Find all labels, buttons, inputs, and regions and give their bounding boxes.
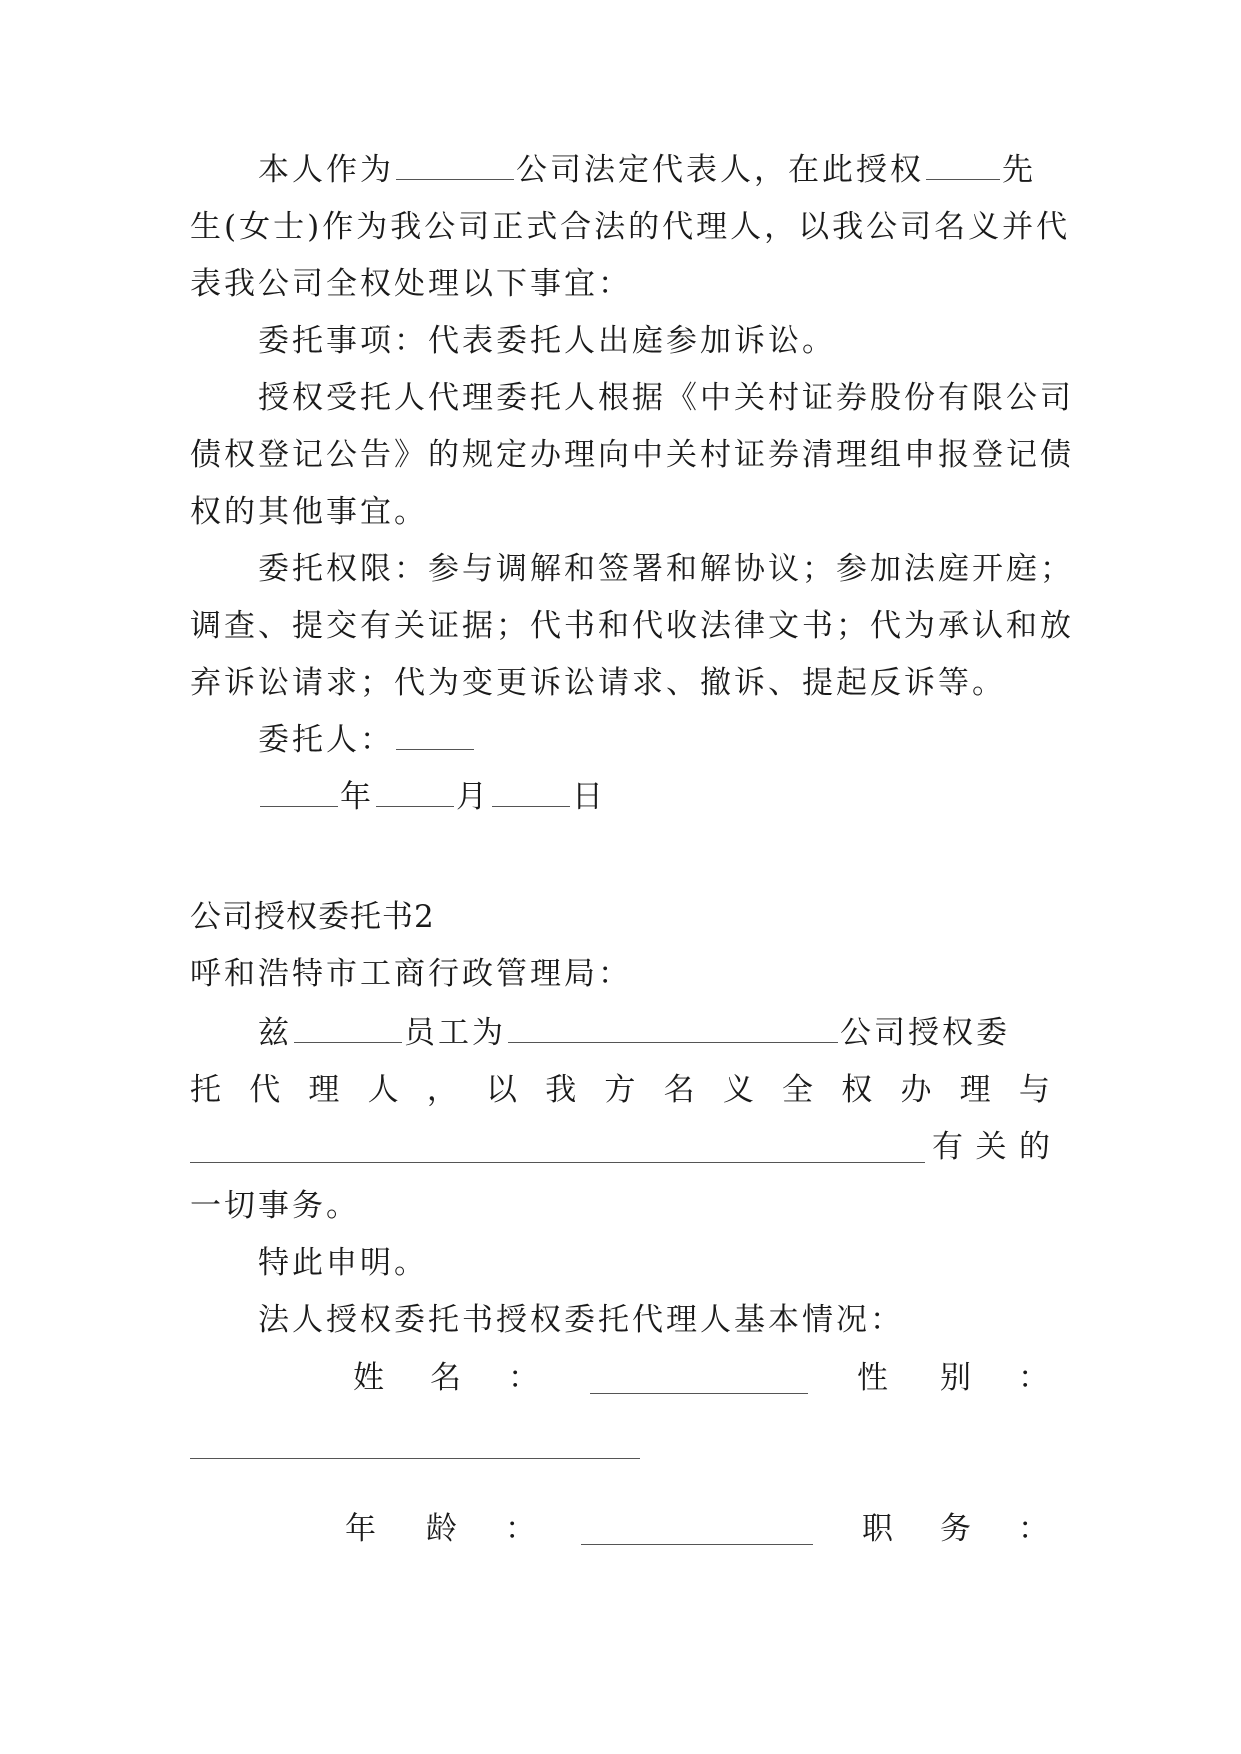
spread-char: 的 <box>1019 1129 1050 1165</box>
spread-char: 全 <box>782 1072 814 1108</box>
addressee: 呼和浩特市工商行政管理局： <box>190 956 632 992</box>
paragraph-appointment-line-4: 一切事务。 <box>190 1188 360 1224</box>
age-position-row <box>190 1507 1050 1551</box>
name-label-char: 姓 <box>353 1360 384 1396</box>
spread-char: 义 <box>722 1072 754 1108</box>
blank-employee <box>294 1012 402 1043</box>
name-label-char: 名 <box>430 1360 461 1396</box>
text-segment: 本人作为 <box>258 152 394 188</box>
blank-company <box>396 149 514 180</box>
age-label-char: 龄 <box>426 1511 457 1547</box>
paragraph-authorization-line-2: 债权登记公告》的规定办理向中关村证券清理组申报登记债 <box>190 437 1074 473</box>
paragraph-entrusted-matter: 委托事项：代表委托人出庭参加诉讼。 <box>258 323 836 359</box>
blank-gender <box>190 1458 640 1459</box>
gender-label-char: 性 <box>857 1360 888 1396</box>
paragraph-intro-line-2: 生(女士)作为我公司正式合法的代理人，以我公司名义并代 <box>190 209 1071 245</box>
paragraph-intro-line-1 <box>258 148 1050 192</box>
blank-age <box>581 1544 813 1545</box>
blank-month <box>376 776 454 807</box>
spread-char: 以 <box>486 1072 518 1108</box>
text-segment: 员工为 <box>404 1015 506 1051</box>
text-segment: 公司法定代表人，在此授权 <box>516 152 924 188</box>
paragraph-authorization-line-1: 授权受托人代理委托人根据《中关村证券股份有限公司 <box>258 380 1074 416</box>
spread-char: 办 <box>900 1072 932 1108</box>
text-segment: 公司授权委 <box>840 1015 1010 1051</box>
position-label-char: ： <box>1018 1511 1049 1547</box>
spread-char: 关 <box>975 1129 1007 1165</box>
spread-char: 我 <box>545 1072 577 1108</box>
blank-year <box>260 776 338 807</box>
date-month-label: 月 <box>456 779 490 815</box>
paragraph-authorization-line-3: 权的其他事宜。 <box>190 494 428 530</box>
age-label-char: 年 <box>345 1511 376 1547</box>
blank-day <box>492 776 570 807</box>
paragraph-agent-info-heading: 法人授权委托书授权委托代理人基本情况： <box>258 1302 904 1338</box>
spread-char: 名 <box>663 1072 695 1108</box>
date-year-label: 年 <box>340 779 374 815</box>
paragraph-scope-line-3: 弃诉讼请求；代为变更诉讼请求、撤诉、提起反诉等。 <box>190 665 1006 701</box>
section-2-title: 公司授权委托书2 <box>190 899 435 935</box>
spread-char: 代 <box>249 1072 281 1108</box>
spread-char: 方 <box>604 1072 636 1108</box>
blank-matter <box>190 1162 925 1163</box>
spread-char: 理 <box>308 1072 340 1108</box>
date-day-label: 日 <box>572 779 606 815</box>
gender-label-char: 别 <box>940 1360 971 1396</box>
spread-char: 托 <box>190 1072 221 1108</box>
spread-char: 与 <box>1018 1072 1050 1108</box>
blank-name <box>590 1393 808 1394</box>
spread-char: 有 <box>932 1129 963 1165</box>
spread-char: ， <box>426 1072 458 1108</box>
paragraph-scope-line-1: 委托权限：参与调解和签署和解协议；参加法庭开庭； <box>258 551 1074 587</box>
blank-agent-name <box>926 149 1000 180</box>
text-segment: 先 <box>1002 152 1036 188</box>
position-label-char: 职 <box>862 1511 893 1547</box>
blank-principal <box>396 719 474 750</box>
paragraph-declaration: 特此申明。 <box>258 1245 428 1281</box>
paragraph-appointment-line-1 <box>258 1011 1050 1055</box>
age-label-char: ： <box>505 1511 536 1547</box>
related-chars <box>932 1125 1050 1169</box>
principal-label: 委托人： <box>258 722 394 758</box>
principal-line <box>258 718 1050 762</box>
blank-company-name <box>508 1012 838 1043</box>
position-label-char: 务 <box>940 1511 971 1547</box>
paragraph-appointment-line-2 <box>190 1068 1050 1112</box>
name-gender-row <box>190 1356 1050 1400</box>
paragraph-scope-line-2: 调查、提交有关证据；代书和代收法律文书；代为承认和放 <box>190 608 1074 644</box>
spread-char: 权 <box>841 1072 873 1108</box>
date-line <box>258 775 1050 819</box>
text-segment: 兹 <box>258 1015 292 1051</box>
name-label-char: ： <box>508 1360 539 1396</box>
spread-char: 理 <box>959 1072 991 1108</box>
paragraph-intro-line-3: 表我公司全权处理以下事宜： <box>190 266 632 302</box>
spread-char: 人 <box>367 1072 399 1108</box>
gender-label-char: ： <box>1018 1360 1049 1396</box>
